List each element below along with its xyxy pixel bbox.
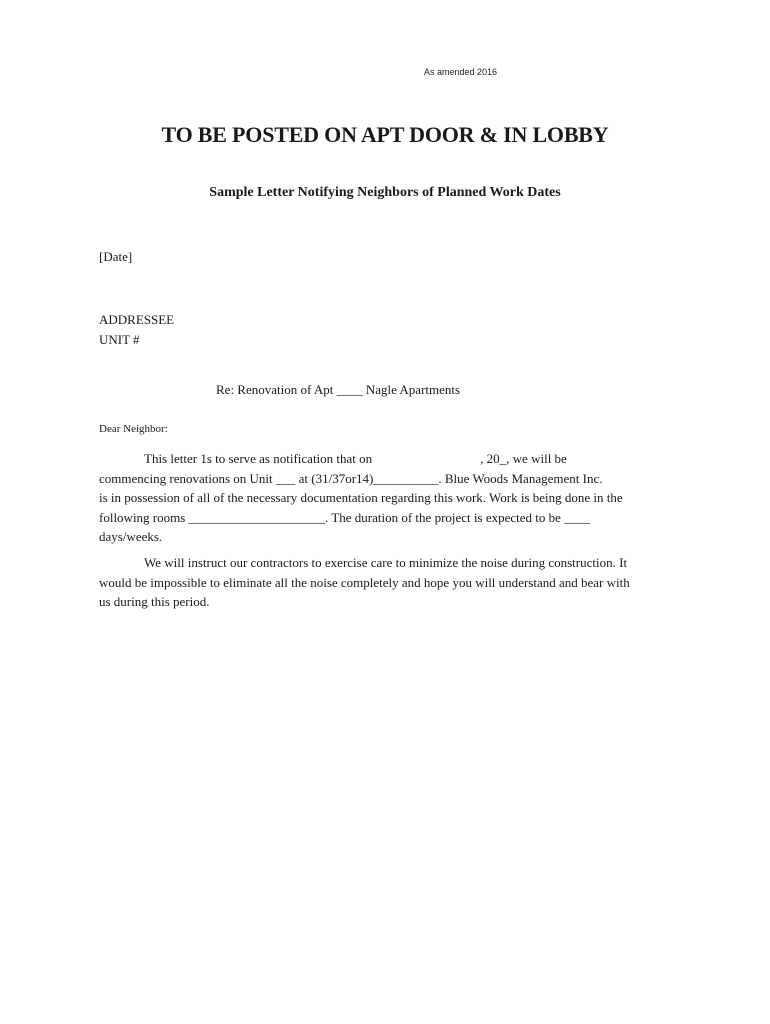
paragraph-line-segment: This letter 1s to serve as notification that on [144, 451, 373, 466]
paragraph-noise [99, 553, 669, 612]
paragraph-line: commencing renovations on Unit ___ at (31/37or14)__________. Blue Woods Management Inc. [99, 470, 603, 486]
unit-line: UNIT # [99, 332, 140, 347]
paragraph-line: days/weeks. [99, 529, 163, 545]
page-subtitle: Sample Letter Notifying Neighbors of Planned Work Dates [209, 185, 561, 200]
paragraph-line-segment: , 20_, we will be [480, 451, 567, 466]
paragraph-line: us during this period. [99, 594, 210, 610]
paragraph-line: following rooms _____________________. The duration of the project is expected to be ____ [99, 509, 591, 525]
date-placeholder: [Date] [99, 249, 133, 264]
paragraph-notification [99, 449, 669, 547]
page-title: TO BE POSTED ON APT DOOR & IN LOBBY [161, 122, 609, 147]
paragraph-line [99, 449, 669, 469]
paragraph-line: We will instruct our contractors to exercise care to minimize the noise during construction. It [144, 555, 628, 570]
paragraph-line: would be impossible to eliminate all the noise completely and hope you will understand and bear with [99, 574, 630, 590]
amended-note: As amended 2016 [424, 67, 498, 77]
re-line: Re: Renovation of Apt ____ Nagle Apartments [216, 382, 461, 397]
paragraph-line: is in possession of all of the necessary documentation regarding this work. Work is being done in the [99, 490, 623, 506]
addressee-line: ADDRESSEE [99, 312, 175, 327]
salutation: Dear Neighbor: [99, 423, 168, 435]
